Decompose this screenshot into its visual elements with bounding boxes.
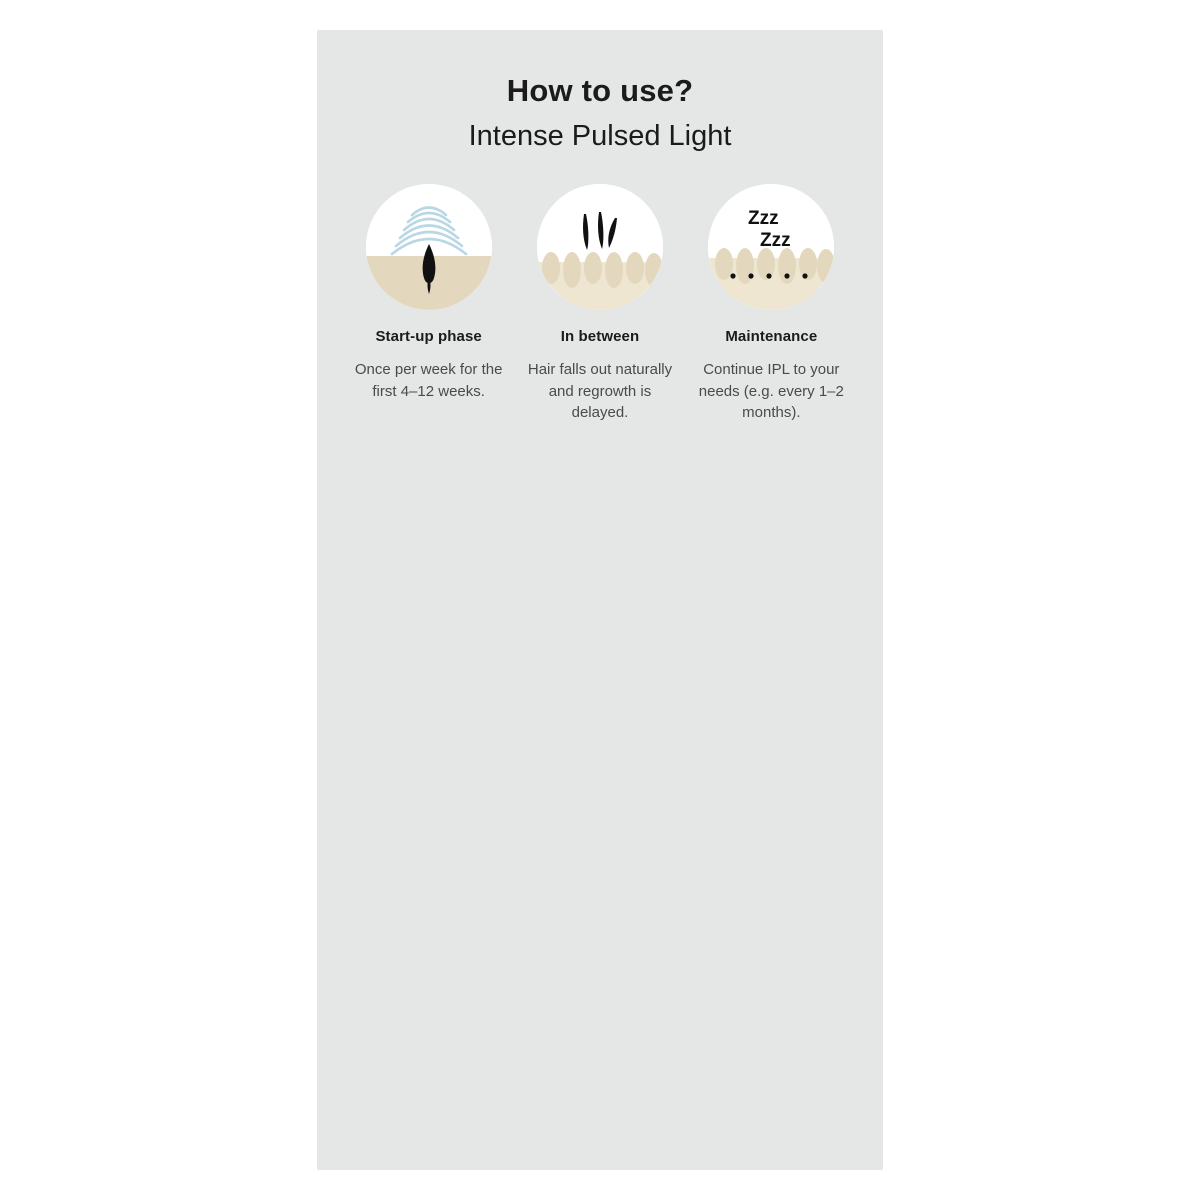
- steps-row: [317, 184, 883, 424]
- page-subtitle: Intense Pulsed Light: [468, 120, 732, 153]
- dormant-follicle-zzz-svg: [708, 184, 834, 310]
- hair-falling-out-svg: [537, 184, 663, 310]
- zzz-text-bottom: Zzz: [760, 229, 791, 251]
- step-description: Continue IPL to your needs (e.g. every 1–2 months).: [698, 360, 844, 422]
- zzz-text-top: Zzz: [748, 207, 779, 229]
- step-description: Once per week for the first 4–12 weeks.: [354, 360, 503, 400]
- page-title: How to use?: [506, 73, 694, 108]
- step-description: Hair falls out naturally and regrowth is delayed.: [527, 360, 673, 422]
- dormant-follicle-zzz-icon: [708, 184, 834, 310]
- step-label: Maintenance: [725, 327, 818, 345]
- hair-falling-out-icon: [537, 184, 663, 310]
- step-maintenance: [686, 184, 857, 424]
- skin-light-pulse-follicle-svg: [366, 184, 492, 310]
- step-in-between: [514, 184, 685, 424]
- info-panel: [317, 30, 883, 1170]
- step-start-up-phase: [343, 184, 514, 403]
- step-label: In between: [560, 327, 640, 345]
- skin-light-pulse-follicle-icon: [366, 184, 492, 310]
- panel-header: [317, 30, 883, 154]
- step-label: Start-up phase: [375, 327, 482, 345]
